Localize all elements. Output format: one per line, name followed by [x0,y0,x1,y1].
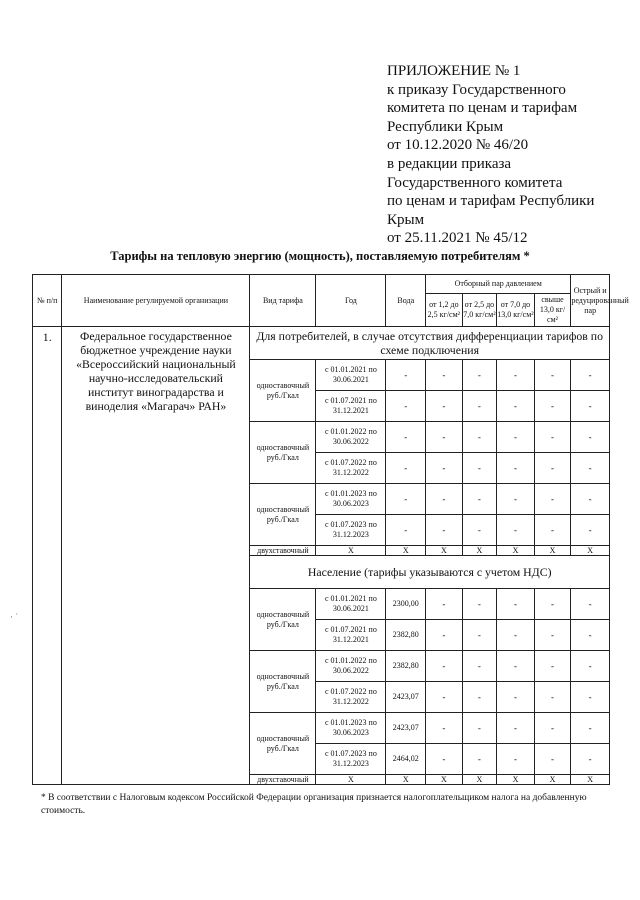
steam-value: - [462,651,497,682]
steam-value: - [426,620,463,651]
steam-value: - [534,360,571,391]
steam-value: - [426,515,463,546]
water-value: - [386,391,426,422]
tariff-kind: одноставочный руб./Гкал [250,651,316,713]
header-line: комитета по ценам и тарифам [387,100,578,117]
two-part-p1: X [426,775,463,785]
col-header-steam-group: Отборный пар давлением [426,275,571,294]
two-part-year: X [316,546,386,556]
steam-value: - [497,744,535,775]
header-line: по ценам и тарифам Республики [387,193,595,210]
header-line: Крым [387,211,425,228]
steam-value: - [462,713,497,744]
tariff-period: с 01.07.2022 по 31.12.2022 [316,682,386,713]
water-value: 2464,02 [386,744,426,775]
tariff-period: с 01.01.2023 по 30.06.2023 [316,484,386,515]
two-part-sharp: X [571,775,610,785]
document-title: Тарифы на тепловую энергию (мощность), поставляемую потребителям * [110,249,530,263]
header-line: от 10.12.2020 № 46/20 [387,137,529,154]
steam-value: - [497,651,535,682]
steam-value: - [534,713,571,744]
two-part-p3: X [497,775,535,785]
col-header-sharp-steam: Острый и редуцированный пар [571,275,610,327]
sharp-steam-value: - [571,422,610,453]
tariff-kind: одноставочный руб./Гкал [250,713,316,775]
steam-value: - [497,360,535,391]
steam-value: - [426,391,463,422]
two-part-water: X [386,775,426,785]
col-header-org: Наименование регулируемой организации [62,275,250,327]
steam-value: - [497,391,535,422]
footnote: * В соответствии с Налоговым кодексом Российской Федерации организация признается налогоплательщиком налога на добавленную стоимость. [41,793,587,816]
sharp-steam-value: - [571,453,610,484]
steam-value: - [534,484,571,515]
water-value: 2382,80 [386,620,426,651]
two-part-year: X [316,775,386,785]
steam-value: - [426,682,463,713]
stray-mark: · ˙ [10,612,19,622]
steam-value: - [462,682,497,713]
steam-value: - [497,484,535,515]
tariff-period: с 01.01.2021 по 30.06.2021 [316,360,386,391]
steam-value: - [462,360,497,391]
water-value: - [386,484,426,515]
header-line: ПРИЛОЖЕНИЕ № 1 [387,63,521,79]
steam-value: - [426,744,463,775]
two-part-p2: X [462,546,497,556]
steam-value: - [497,713,535,744]
steam-value: - [462,620,497,651]
tariff-period: с 01.01.2021 по 30.06.2021 [316,589,386,620]
header-line: к приказу Государственного [387,81,566,98]
steam-value: - [534,391,571,422]
section-heading-row [33,327,610,360]
steam-value: - [534,589,571,620]
water-value: 2382,80 [386,651,426,682]
sharp-steam-value: - [571,360,610,391]
tariff-period: с 01.01.2022 по 30.06.2022 [316,422,386,453]
water-value: - [386,360,426,391]
steam-value: - [426,589,463,620]
steam-value: - [462,589,497,620]
col-header-num: № п/п [33,275,62,327]
header-line: в редакции приказа [387,155,512,172]
steam-value: - [462,744,497,775]
steam-value: - [426,651,463,682]
sharp-steam-value: - [571,620,610,651]
sharp-steam-value: - [571,713,610,744]
steam-value: - [497,453,535,484]
sharp-steam-value: - [571,391,610,422]
tariff-kind: одноставочный руб./Гкал [250,360,316,422]
two-part-sharp: X [571,546,610,556]
tariff-period: с 01.01.2023 по 30.06.2023 [316,713,386,744]
steam-value: - [426,360,463,391]
sharp-steam-value: - [571,589,610,620]
water-value: - [386,515,426,546]
section-heading: Население (тарифы указываются с учетом НДС) [250,556,610,589]
tariff-kind: одноставочный руб./Гкал [250,589,316,651]
col-header-steam-3: от 7,0 до 13,0 кг/см² [497,294,535,327]
two-part-kind: двухставочный [250,775,316,785]
section-heading: Для потребителей, в случае отсутствия дифференциации тарифов по схеме подключения [250,327,610,360]
header-line: Республики Крым [387,118,504,135]
steam-value: - [534,422,571,453]
col-header-year: Год [316,275,386,327]
water-value: 2300,00 [386,589,426,620]
water-value: 2423,07 [386,713,426,744]
steam-value: - [534,744,571,775]
tariff-period: с 01.07.2023 по 31.12.2023 [316,515,386,546]
sharp-steam-value: - [571,744,610,775]
steam-value: - [462,453,497,484]
two-part-p2: X [462,775,497,785]
col-header-tariff-type: Вид тарифа [250,275,316,327]
steam-value: - [534,453,571,484]
steam-value: - [497,682,535,713]
tariff-period: с 01.07.2023 по 31.12.2023 [316,744,386,775]
organization-name: Федеральное государственное бюджетное учреждение науки «Всероссийский национальный научно-исследовательский институт виноградарства и виноделия «Магарач» РАН» [62,327,250,785]
tariff-period: с 01.07.2021 по 31.12.2021 [316,620,386,651]
tariff-kind: одноставочный руб./Гкал [250,422,316,484]
tariff-table [32,274,629,785]
steam-value: - [497,515,535,546]
row-number: 1. [33,327,62,785]
tariff-period: с 01.07.2022 по 31.12.2022 [316,453,386,484]
two-part-p4: X [534,775,571,785]
steam-value: - [462,422,497,453]
steam-value: - [462,484,497,515]
two-part-water: X [386,546,426,556]
steam-value: - [534,682,571,713]
col-header-water: Вода [386,275,426,327]
water-value: - [386,422,426,453]
col-header-steam-4: свыше 13,0 кг/см² [534,294,571,327]
tariff-table-body [33,327,610,785]
steam-value: - [497,589,535,620]
sharp-steam-value: - [571,484,610,515]
sharp-steam-value: - [571,651,610,682]
steam-value: - [462,515,497,546]
steam-value: - [426,453,463,484]
two-part-p4: X [534,546,571,556]
sharp-steam-value: - [571,682,610,713]
steam-value: - [534,620,571,651]
steam-value: - [497,620,535,651]
two-part-p3: X [497,546,535,556]
steam-value: - [497,422,535,453]
two-part-p1: X [426,546,463,556]
steam-value: - [426,422,463,453]
tariff-period: с 01.07.2021 по 31.12.2021 [316,391,386,422]
steam-value: - [534,515,571,546]
tariff-kind: одноставочный руб./Гкал [250,484,316,546]
sharp-steam-value: - [571,515,610,546]
header-line: Государственного комитета [387,174,563,191]
water-value: 2423,07 [386,682,426,713]
water-value: - [386,453,426,484]
steam-value: - [426,713,463,744]
tariff-period: с 01.01.2022 по 30.06.2022 [316,651,386,682]
two-part-kind: двухставочный [250,546,316,556]
header-line: от 25.11.2021 № 45/12 [387,230,528,247]
steam-value: - [534,651,571,682]
steam-value: - [462,391,497,422]
appendix-header [387,62,627,248]
col-header-steam-1: от 1,2 до 2,5 кг/см² [426,294,463,327]
col-header-steam-2: от 2,5 до 7,0 кг/см² [462,294,497,327]
steam-value: - [426,484,463,515]
